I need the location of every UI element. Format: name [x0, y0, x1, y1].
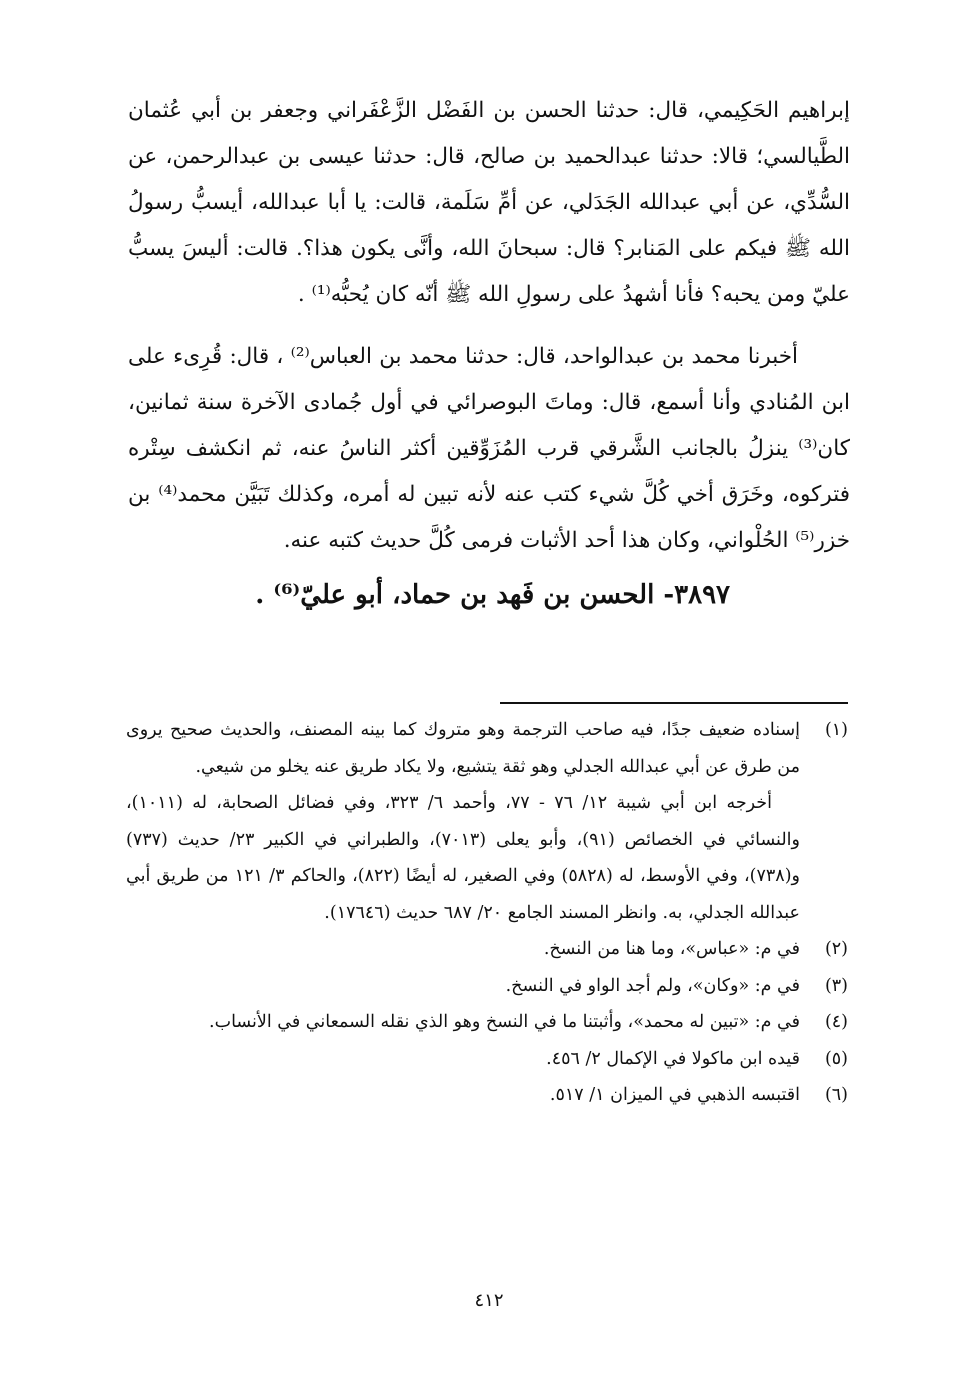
main-text — [128, 88, 850, 618]
footnote-text: قيده ابن ماكولا في الإكمال ٢/ ٤٥٦. — [546, 1048, 800, 1069]
paragraph-hadith: إبراهيم الحَكِيمي، قال: حدثنا الحسن بن الفَضْل الزَّعْفَراني وجعفر بن أبي عُثمان الطَّيالسي؛ قالا: حدثنا عبدالحميد بن صالح، قال: حدثنا عيسى بن عبدالرحمن، عن السُّدِّي، عن أبي عبدالله الجَدَلي، عن أمِّ سَلَمة، قالت: يا أبا عبدالله، أيسبُّ رسولُ الله ﷺ فيكم على المَنابر؟ قال: سبحانَ الله، وأنَّى يكون هذا؟. قالت: أليسَ يسبُّ عليّ ومن يحبه؟ فأنا أشهدُ على رسولِ الله ﷺ أنّه كان يُحبُّه⁽¹⁾ . — [128, 98, 850, 307]
footnote-1-continuation: أخرجه ابن أبي شيبة ١٢/ ٧٦ - ٧٧، وأحمد ٦/ ٣٢٣، وفي فضائل الصحابة، له (١٠١١)، والنسائي في الخصائص (٩١)، وأبو يعلى (٧٠١٣)، والطبراني في الكبير ٢٣/ حديث (٧٣٧) و(٧٣٨)، وفي الأوسط، له (٥٨٢٨) وفي الصغير، له أيضًا (٨٢٢)، والحاكم ٣/ ١٢١ من طريق أبي عبدالله الجدلي، به. وانظر المسند الجامع ٢٠/ ٦٨٧ حديث (١٧٦٤٦). — [126, 793, 800, 923]
footnote-number: (٢) — [824, 939, 848, 959]
footnote-number: (٣) — [824, 975, 848, 996]
footnote-text: في م: «عباس»، وما هنا من النسخ. — [543, 939, 800, 959]
footnote-number: (١) — [824, 720, 848, 740]
footnotes — [126, 712, 848, 1114]
footnote-5 — [126, 1041, 848, 1078]
footnote-2 — [126, 931, 848, 968]
footnote-text: اقتبسه الذهبي في الميزان ١/ ٥١٧. — [549, 1085, 800, 1105]
footnote-6 — [126, 1077, 848, 1114]
footnote-divider — [500, 702, 848, 704]
footnote-text: في م: «تبين له محمد»، وأثبتنا ما في النسخ وهو الذي نقله السمعاني في الأنساب. — [209, 1012, 800, 1032]
footnote-number: (٤) — [824, 1012, 848, 1032]
footnote-text: في م: «وكان»، ولم أجد الواو في النسخ. — [505, 975, 800, 996]
footnote-3 — [126, 968, 848, 1005]
footnote-number: (٥) — [824, 1048, 848, 1069]
paragraph-narration: أخبرنا محمد بن عبدالواحد، قال: حدثنا محمد بن العباس⁽²⁾ ، قال: قُرِىء على ابن المُنادي وأنا أسمع، قال: وماتَ البوصرائي في أول جُمادى الآخرة سنة ثمانين، كان⁽³⁾ ينزلُ بالجانب الشَّرقي قرب المُزَوِّقين أكثر الناسُ عنه، ثم انكشف سِتْره فتركوه، وخَرَق أخي كُلَّ شيء كتب عنه لأنه تبين له أمره، وكذلك تَبَيَّن محمد⁽⁴⁾ بن خزر⁽⁵⁾ الحُلْواني، وكان هذا أحد الأثبات فرمى كُلَّ حديث كتبه عنه. — [128, 344, 850, 553]
biography-heading: ٣٨٩٧- الحسن بن فَهد بن حماد، أبو عليّ⁽⁶⁾ . — [255, 580, 730, 610]
footnote-4 — [126, 1004, 848, 1041]
footnote-1 — [126, 712, 848, 785]
page-number: ٤١٢ — [474, 1290, 504, 1311]
footnote-text: إسناده ضعيف جدًا، فيه صاحب الترجمة وهو متروك كما بينه المصنف، والحديث صحيح يروى من طرق عن أبي عبدالله الجدلي وهو ثقة يتشيع، ولا يكاد طريق عنه يخلو من شيعي. — [126, 720, 800, 777]
footnote-number: (٦) — [824, 1085, 848, 1105]
